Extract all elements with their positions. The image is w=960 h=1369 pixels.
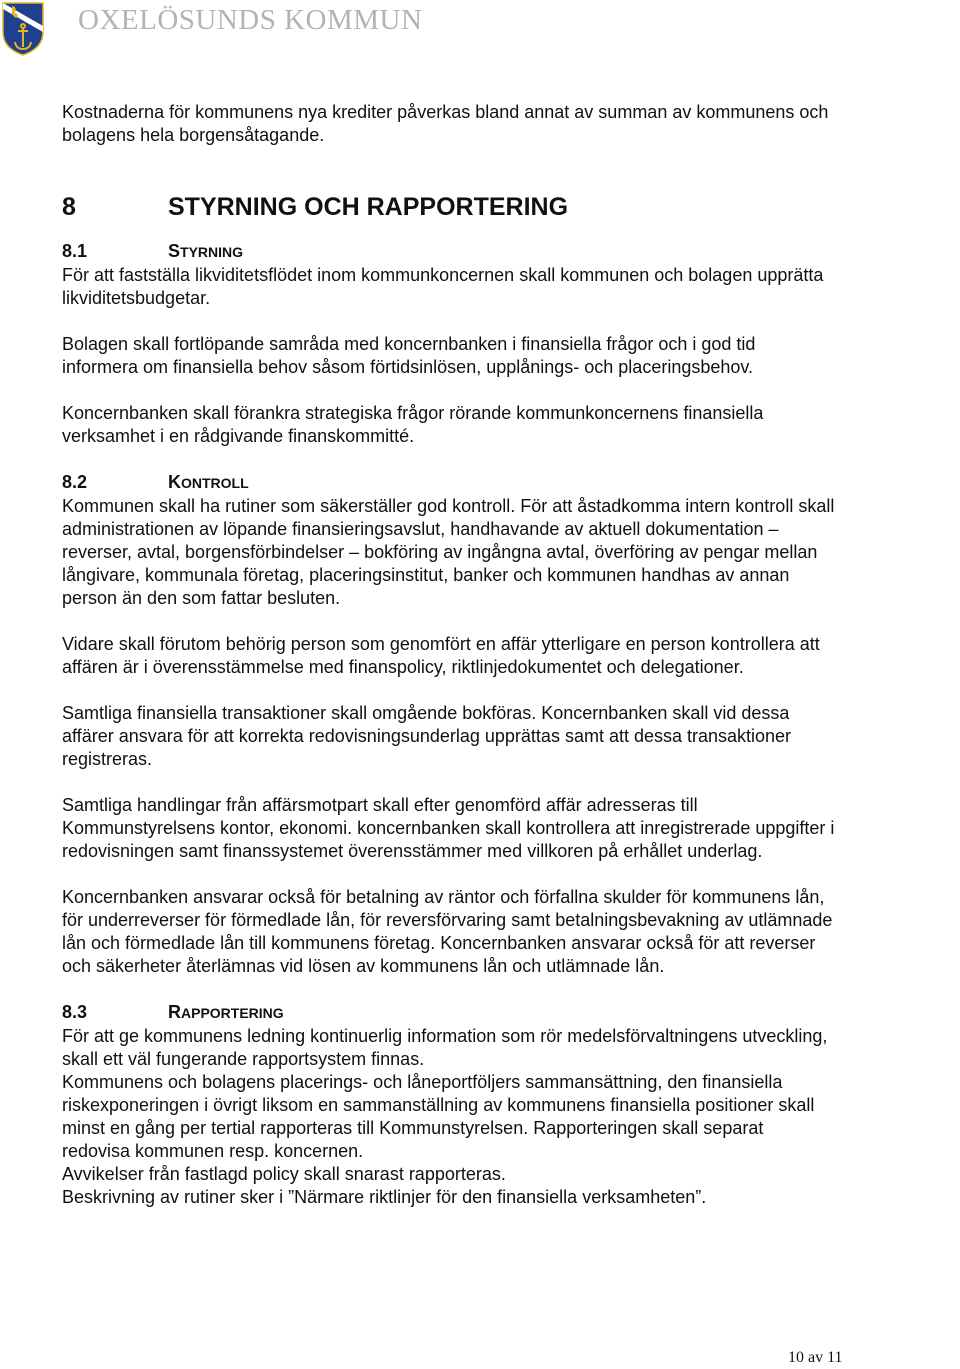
text-line: lån och förmedlade lån till kommunens företag. Koncernbanken ansvarar också för att reverser	[62, 933, 816, 953]
text-line: Koncernbanken skall förankra strategiska frågor rörande kommunkoncernens finansiella	[62, 403, 764, 423]
text-line: affären är i överensstämmelse med finanspolicy, riktlinjedokumentet och delegationer.	[62, 657, 744, 677]
text-line: För att fastställa likviditetsflödet inom kommunkoncernen skall kommunen och bolagen upprätta	[62, 265, 824, 285]
municipal-coat-of-arms-icon	[2, 2, 44, 56]
page-number: 10 av 11	[788, 1349, 843, 1366]
text-line: redovisa kommunen resp. koncernen.	[62, 1141, 364, 1161]
text-line: Avvikelser från fastlagd policy skall snarast rapporteras.	[62, 1164, 506, 1184]
subsection-heading-8-1: 8.1 STYRNING	[62, 241, 244, 261]
text-line: Samtliga handlingar från affärsmotpart skall efter genomförd affär adresseras till	[62, 795, 698, 815]
paragraph-documents	[62, 794, 957, 863]
paragraph-costs	[62, 101, 957, 147]
text-line: Beskrivning av rutiner sker i ”Närmare riktlinjer för den finansiella verksamheten”.	[62, 1187, 707, 1207]
text-line: affärer ansvara för att korrekta redovisningsunderlag upprättas samt att dessa transaktioner	[62, 726, 792, 746]
paragraph-liquidity	[62, 264, 957, 310]
text-line: bolagens hela borgensåtagande.	[62, 125, 325, 145]
subsection-number: 8.3	[62, 1002, 88, 1022]
paragraph-verification	[62, 633, 957, 679]
text-line: Bolagen skall fortlöpande samråda med koncernbanken i finansiella frågor och i god tid	[62, 334, 756, 354]
text-line: Kommunen skall ha rutiner som säkerställer god kontroll. För att åstadkomma intern kontroll skall	[62, 496, 835, 516]
text-line: redovisningen samt finanssystemet överensstämmer med villkoren på erhållet underlag.	[62, 841, 763, 861]
paragraph-strategy	[62, 402, 957, 448]
text-line: likviditetsbudgetar.	[62, 288, 211, 308]
text-line: Koncernbanken ansvarar också för betalning av räntor och förfallna skulder för kommunens lån,	[62, 887, 825, 907]
subsection-heading-8-2: 8.2 KONTROLL	[62, 472, 249, 492]
paragraph-control	[62, 495, 957, 610]
document-body	[62, 101, 957, 1209]
paragraph-bookkeeping	[62, 702, 957, 771]
text-line: Kommunens och bolagens placerings- och låneportföljers sammansättning, den finansiella	[62, 1072, 783, 1092]
text-line: för underreverser för förmedlade lån, för reversförvaring samt betalningsbevakning av utlämnade	[62, 910, 833, 930]
section-title: STYRNING OCH RAPPORTERING	[168, 193, 569, 221]
paragraph-payments	[62, 886, 957, 978]
page-header	[0, 0, 960, 60]
section-heading-8	[62, 192, 957, 222]
subsection-number: 8.2	[62, 472, 88, 492]
text-line: person än den som fattar besluten.	[62, 588, 341, 608]
subsection-heading-8-3: 8.3 RAPPORTERING	[62, 1002, 284, 1022]
text-line: skall ett väl fungerande rapportsystem finnas.	[62, 1049, 425, 1069]
paragraph-reporting	[62, 1025, 957, 1209]
text-line: Samtliga finansiella transaktioner skall omgående bokföras. Koncernbanken skall vid dessa	[62, 703, 790, 723]
text-line: långivare, kommunala företag, placeringsinstitut, banker och kommunen handhas av annan	[62, 565, 790, 585]
text-line: informera om finansiella behov såsom förtidsinlösen, upplånings- och placeringsbehov.	[62, 357, 754, 377]
text-line: reverser, avtal, borgensförbindelser – bokföring av ingångna avtal, överföring av pengar mellan	[62, 542, 818, 562]
text-line: Kommunstyrelsens kontor, ekonomi. koncernbanken skall kontrollera att inregistrerade uppgifter i	[62, 818, 835, 838]
text-line: och säkerheter återlämnas vid lösen av kommunens lån och utlämnade lån.	[62, 956, 665, 976]
text-line: minst en gång per tertial rapporteras till Kommunstyrelsen. Rapporteringen skall separat	[62, 1118, 764, 1138]
paragraph-consultation	[62, 333, 957, 379]
text-line: Kostnaderna för kommunens nya krediter påverkas bland annat av summan av kommunens och	[62, 102, 829, 122]
text-line: För att ge kommunens ledning kontinuerlig information som rör medelsförvaltningens utveckling,	[62, 1026, 828, 1046]
municipality-name: OXELÖSUNDS KOMMUN	[78, 4, 423, 36]
text-line: administrationen av löpande finansieringsavslut, handhavande av aktuell dokumentation –	[62, 519, 779, 539]
text-line: registreras.	[62, 749, 153, 769]
text-line: riskexponeringen i övrigt liksom en sammanställning av kommunens finansiella positioner skall	[62, 1095, 815, 1115]
section-number: 8	[62, 193, 76, 221]
text-line: verksamhet i en rådgivande finanskommitté.	[62, 426, 415, 446]
subsection-number: 8.1	[62, 241, 88, 261]
text-line: Vidare skall förutom behörig person som genomfört en affär ytterligare en person kontrollera att	[62, 634, 820, 654]
